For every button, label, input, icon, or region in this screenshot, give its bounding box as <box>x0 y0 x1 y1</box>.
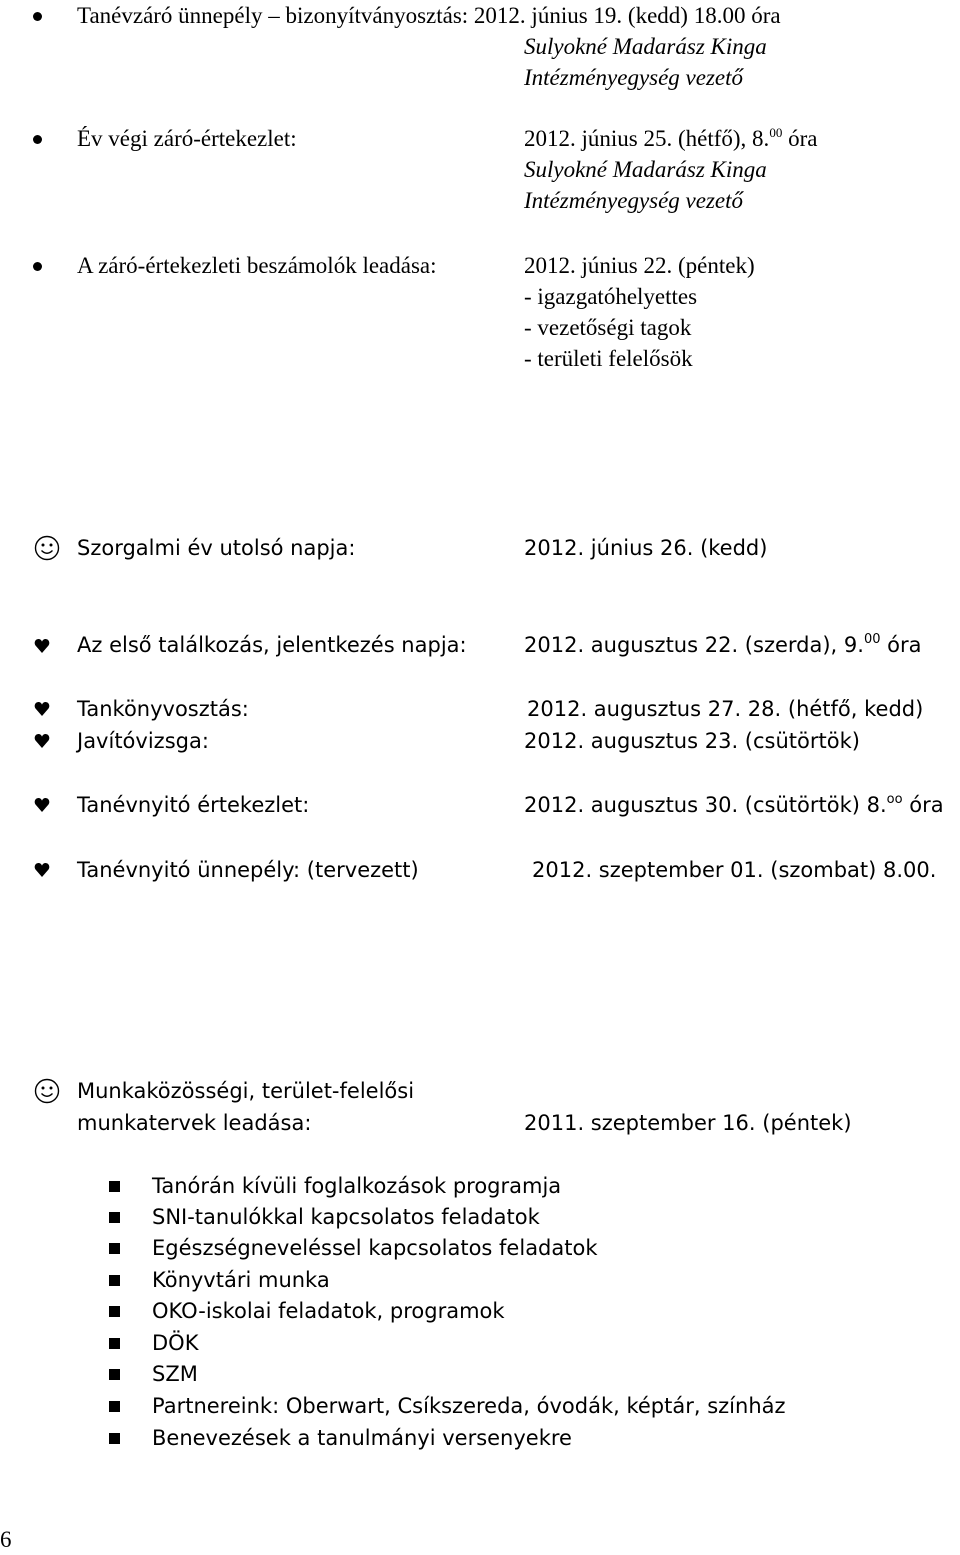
square-bullet-icon <box>109 1433 120 1444</box>
list-item: OKO-iskolai feladatok, programok <box>152 1299 505 1323</box>
heart-icon <box>34 701 50 717</box>
item-date: 2012. szeptember 01. (szombat) 8.00. <box>532 858 937 882</box>
time-unit: óra <box>880 633 922 657</box>
sub-item: - területi felelősök <box>524 346 693 371</box>
square-bullet-icon <box>109 1369 120 1380</box>
square-bullet-icon <box>109 1275 120 1286</box>
item-date: 2012. augusztus 27. 28. (hétfő, kedd) <box>527 697 924 721</box>
time-superscript: 00 <box>863 632 881 647</box>
bullet-icon <box>33 135 42 144</box>
item-label: Tanévzáró ünnepély – bizonyítványosztás: 2012. június 19. (kedd) 18.00 óra <box>77 3 781 28</box>
item-date: 2011. szeptember 16. (péntek) <box>524 1111 852 1135</box>
item-label: Tankönyvosztás: <box>77 697 249 721</box>
item-date <box>524 123 817 154</box>
square-bullet-icon <box>109 1243 120 1254</box>
responsible-role: Intézményegység vezető <box>524 188 744 213</box>
item-label: Az első találkozás, jelentkezés napja: <box>77 633 467 657</box>
item-date: 2012. augusztus 23. (csütörtök) <box>524 729 860 753</box>
list-item: Tanórán kívüli foglalkozások programja <box>152 1174 562 1198</box>
time-superscript: 00 <box>769 125 783 140</box>
date-text: 2012. június 25. (hétfő), 8. <box>524 126 770 151</box>
date-text: 2012. augusztus 22. (szerda), 9. <box>524 633 864 657</box>
heart-icon <box>34 733 50 749</box>
bullet-icon <box>33 12 42 21</box>
date-text: 2012. augusztus 30. (csütörtök) 8. <box>524 793 887 817</box>
bullet-icon <box>33 262 42 271</box>
responsible-role: Intézményegység vezető <box>524 65 744 90</box>
item-label: Tanévnyitó ünnepély: (tervezett) <box>77 858 419 882</box>
item-date <box>524 630 922 661</box>
item-label: Év végi záró-értekezlet: <box>77 126 297 151</box>
item-label-line1: Munkaközösségi, terület-felelősi <box>77 1079 415 1103</box>
square-bullet-icon <box>109 1401 120 1412</box>
item-label: Szorgalmi év utolsó napja: <box>77 536 356 560</box>
square-bullet-icon <box>109 1181 120 1192</box>
square-bullet-icon <box>109 1306 120 1317</box>
item-label: Javítóvizsga: <box>77 729 209 753</box>
item-label: A záró-értekezleti beszámolók leadása: <box>77 253 437 278</box>
list-item: Egészségneveléssel kapcsolatos feladatok <box>152 1236 598 1260</box>
time-unit: óra <box>902 793 944 817</box>
heart-icon <box>34 797 50 813</box>
sub-item: - vezetőségi tagok <box>524 315 692 340</box>
page-number: 6 <box>0 1527 12 1552</box>
heart-icon <box>34 638 50 654</box>
list-item: Benevezések a tanulmányi versenyekre <box>152 1426 572 1450</box>
item-date <box>524 790 944 821</box>
heart-icon <box>34 862 50 878</box>
list-item: SZM <box>152 1362 198 1386</box>
list-item: DÖK <box>152 1331 199 1355</box>
square-bullet-icon <box>109 1212 120 1223</box>
time-unit: óra <box>782 126 818 151</box>
item-label: Tanévnyitó értekezlet: <box>77 793 310 817</box>
list-item: SNI-tanulókkal kapcsolatos feladatok <box>152 1205 540 1229</box>
item-date: 2012. június 26. (kedd) <box>524 536 768 560</box>
list-item: Könyvtári munka <box>152 1268 330 1292</box>
responsible-name: Sulyokné Madarász Kinga <box>524 34 767 59</box>
responsible-name: Sulyokné Madarász Kinga <box>524 157 767 182</box>
square-bullet-icon <box>109 1338 120 1349</box>
smiley-icon <box>34 535 60 561</box>
time-superscript: oo <box>886 792 903 807</box>
list-item: Partnereink: Oberwart, Csíkszereda, óvodák, képtár, színház <box>152 1394 786 1418</box>
smiley-icon <box>34 1078 60 1104</box>
item-date: 2012. június 22. (péntek) <box>524 253 755 278</box>
item-label-line2: munkatervek leadása: <box>77 1111 312 1135</box>
sub-item: - igazgatóhelyettes <box>524 284 698 309</box>
